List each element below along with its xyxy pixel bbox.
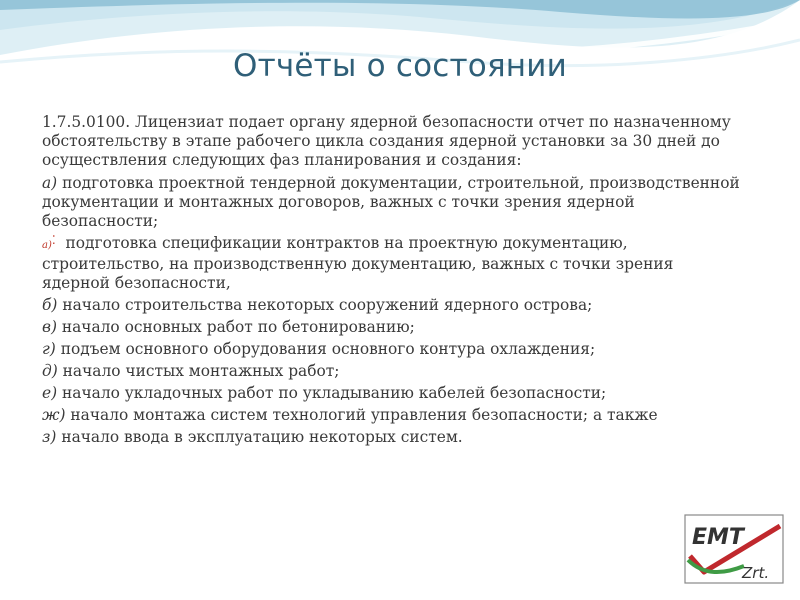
list-item bbox=[42, 318, 742, 337]
list-item-text: начало укладочных работ по укладыванию кабелей безопасности; bbox=[62, 384, 607, 402]
list-marker: г) bbox=[42, 340, 56, 358]
slide-body bbox=[42, 113, 742, 450]
logo-text-zrt: Zrt. bbox=[742, 564, 770, 582]
list-marker: д) bbox=[42, 362, 58, 380]
list-marker: а) bbox=[42, 174, 58, 192]
slide-title: Отчёты о состоянии bbox=[233, 48, 567, 84]
intro-paragraph: 1.7.5.0100. Лицензиат подает органу ядерной безопасности отчет по назначенному обстоятельству в этапе рабочего цикла создания ядерной установки за 30 дней до осуществления следующих фаз планирования и создания: bbox=[42, 113, 731, 169]
list-marker: а) bbox=[42, 240, 52, 251]
list-marker: б) bbox=[42, 296, 58, 314]
logo-text-emt: EMT bbox=[692, 525, 744, 550]
list-item bbox=[42, 384, 742, 403]
list-item bbox=[42, 340, 742, 359]
list-item-text: начало чистых монтажных работ; bbox=[62, 362, 340, 380]
list-item-text: начало основных работ по бетонированию; bbox=[61, 318, 415, 336]
list-item-text: начало ввода в эксплуатацию некоторых систем. bbox=[61, 428, 463, 446]
list-item-text: подготовка спецификации контрактов на проектную документацию, строительство, на производственную документацию, важных с точки зрения ядерной безопасности, bbox=[42, 234, 674, 292]
list-item-text: начало монтажа систем технологий управления безопасности; а также bbox=[70, 406, 658, 424]
list-marker: з) bbox=[42, 428, 57, 446]
list-item bbox=[42, 406, 742, 425]
list-item bbox=[42, 428, 742, 447]
list-item-text: подъем основного оборудования основного контура охлаждения; bbox=[60, 340, 596, 358]
emt-logo bbox=[684, 514, 784, 584]
list-item-text: начало строительства некоторых сооружений ядерного острова; bbox=[62, 296, 593, 314]
list-marker: в) bbox=[42, 318, 57, 336]
list-item bbox=[42, 174, 742, 231]
list-item-text: подготовка проектной тендерной документации, строительной, производственной документации и монтажных договоров, важных с точки зрения ядерной безопасности; bbox=[42, 174, 740, 230]
list-item bbox=[42, 362, 742, 381]
list-item bbox=[42, 296, 742, 315]
list-marker: е) bbox=[42, 384, 58, 402]
list-marker: ж) bbox=[42, 406, 66, 424]
list-marker-dots: ⁚ bbox=[51, 233, 56, 247]
list-item bbox=[42, 234, 742, 293]
